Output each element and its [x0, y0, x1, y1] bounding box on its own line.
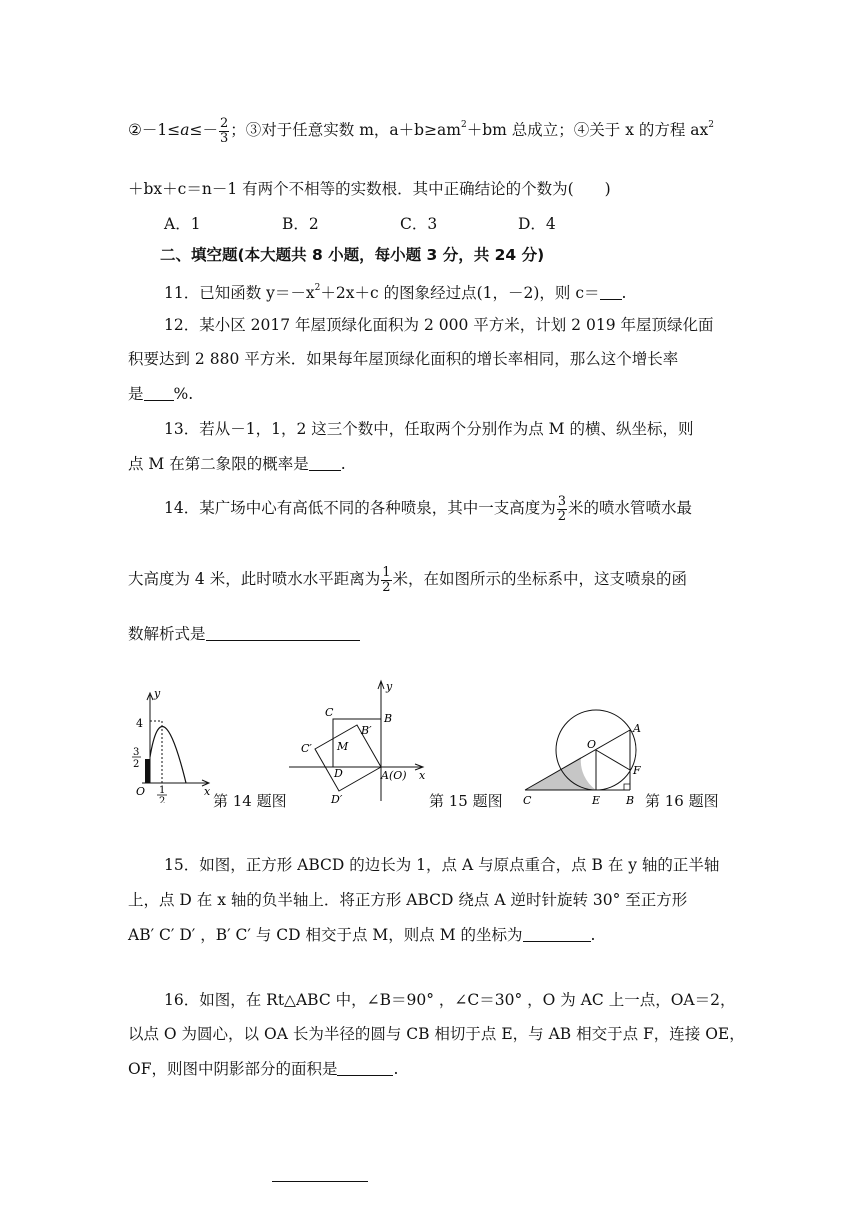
- q16-end: .: [393, 1060, 399, 1078]
- label-o: O: [587, 738, 597, 751]
- q15-end: .: [590, 926, 596, 944]
- q14-line2: [128, 566, 687, 594]
- q12-line2: 积要达到 2 880 平方米．如果每年屋顶绿化面积的增长率相同，那么这个增长率: [128, 350, 679, 368]
- q10-item3-text: ；③对于任意实数 m，a＋b≥am: [230, 121, 461, 140]
- label-x: x: [204, 785, 211, 798]
- q14-text-3: 大高度为 4 米，此时喷水水平距离为: [128, 570, 381, 589]
- q10-item4-text: ＋bm 总成立；④关于 x 的方程 ax: [466, 121, 709, 140]
- label-half-num: 1: [159, 785, 166, 796]
- option-c: C．3: [400, 215, 438, 233]
- q10-item2-text: ②－1≤: [128, 121, 181, 140]
- answer-blank[interactable]: [144, 386, 174, 401]
- label-c-prime: C′: [301, 742, 312, 755]
- q13-line1: 13．若从－1，1，2 这三个数中，任取两个分别作为点 M 的横、纵坐标，则: [164, 420, 694, 438]
- label-b: B: [626, 794, 635, 807]
- pipe: [145, 759, 150, 783]
- footer-rule: [272, 1181, 368, 1182]
- answer-blank[interactable]: [600, 285, 622, 300]
- q13-end: .: [340, 455, 346, 473]
- fraction-three-halves: [557, 495, 567, 523]
- q15-line3: [128, 927, 595, 944]
- superscript: 2: [708, 120, 715, 131]
- q10-line1: [128, 117, 714, 145]
- segment-of: [596, 750, 630, 770]
- fraction-denominator: 2: [557, 508, 567, 524]
- q13-line2: [128, 456, 346, 473]
- option-d: D．4: [518, 215, 556, 233]
- q11-text: 11．已知函数 y＝－x: [164, 284, 315, 302]
- label-c: C: [325, 706, 334, 719]
- label-frac-den: 2: [133, 759, 140, 770]
- superscript: 2: [461, 120, 467, 131]
- label-f: F: [633, 764, 641, 777]
- q16-line1: 16．如图，在 Rt△ABC 中，∠B＝90° ，∠C＝30° ，O 为 AC 上一点，OA＝2，: [164, 991, 736, 1009]
- caption-fig14: 第 14 题图: [213, 792, 287, 810]
- figure-15: [285, 676, 430, 808]
- q12-line1: 12．某小区 2017 年屋顶绿化面积为 2 000 平方米，计划 2 019 年屋顶绿化面: [164, 316, 714, 334]
- fraction-one-half: [381, 566, 391, 594]
- label-y: y: [154, 687, 161, 700]
- q15-line2: 上，点 D 在 x 轴的负半轴上．将正方形 ABCD 绕点 A 逆时针旋转 30° 至正方形: [128, 891, 688, 909]
- label-x: x: [419, 769, 426, 782]
- q12-end: %.: [173, 385, 194, 403]
- label-d: D: [334, 767, 343, 780]
- label-e: E: [592, 794, 601, 807]
- q14-text-4: 米，在如图所示的坐标系中，这支喷泉的函: [392, 570, 688, 589]
- label-frac-num: 3: [133, 747, 140, 758]
- q10-line2: ＋bx＋c＝n－1 有两个不相等的实数根．其中正确结论的个数为( ): [128, 180, 611, 198]
- label-b-prime: B′: [361, 724, 372, 737]
- section-heading: 二、填空题(本大题共 8 小题，每小题 3 分，共 24 分): [160, 246, 545, 264]
- fraction-denominator: 3: [220, 130, 229, 146]
- answer-blank[interactable]: [206, 626, 360, 641]
- answer-blank[interactable]: [309, 456, 341, 471]
- label-b: B: [384, 712, 393, 725]
- label-half-den: 2: [159, 796, 166, 803]
- q12-text: 是: [128, 385, 144, 403]
- q11-text-2: ＋2x＋c 的图象经过点(1，－2)，则 c＝: [320, 284, 600, 302]
- label-a: A: [633, 722, 641, 735]
- label-y: y: [386, 680, 393, 693]
- superscript: 2: [314, 283, 321, 293]
- q12-line3: [128, 386, 193, 403]
- caption-fig16: 第 16 题图: [645, 792, 719, 810]
- parabola: [150, 727, 186, 783]
- option-b: B．2: [282, 215, 319, 233]
- label-m: M: [337, 740, 349, 753]
- answer-blank[interactable]: [523, 927, 591, 942]
- q14-line3: [128, 626, 360, 643]
- figure-16: [515, 688, 650, 810]
- q10-var-a: a: [180, 121, 190, 140]
- q11: [164, 284, 626, 302]
- label-a-o: A(O): [381, 769, 407, 782]
- fraction-numerator: 3: [557, 494, 567, 509]
- label-d-prime: D′: [331, 793, 343, 806]
- q14-text-2: 米的喷水管喷水最: [568, 499, 693, 518]
- label-4: 4: [136, 717, 143, 730]
- q15-line1: 15．如图，正方形 ABCD 的边长为 1，点 A 与原点重合，点 B 在 y 轴的正半轴: [164, 856, 720, 874]
- label-o: O: [136, 785, 146, 798]
- q14-line1: [164, 495, 692, 523]
- q15-text: AB′ C′ D′ ，B′ C′ 与 CD 相交于点 M，则点 M 的坐标为: [128, 926, 523, 944]
- fraction-numerator: 2: [220, 116, 229, 131]
- label-c: C: [523, 794, 532, 807]
- q14-text-5: 数解析式是: [128, 625, 206, 643]
- q16-line2: 以点 O 为圆心，以 OA 长为半径的圆与 CB 相切于点 E，与 AB 相交于点 F，连接 OE，: [128, 1025, 745, 1043]
- fraction-denominator: 2: [382, 579, 391, 595]
- caption-fig15: 第 15 题图: [429, 792, 503, 810]
- q10-options: [164, 217, 636, 233]
- q16-text: OF，则图中阴影部分的面积是: [128, 1060, 338, 1078]
- answer-blank[interactable]: [337, 1061, 393, 1076]
- right-angle-mark: [624, 784, 630, 790]
- q14-text: 14．某广场中心有高低不同的各种喷泉，其中一支高度为: [164, 499, 556, 518]
- q16-line3: [128, 1061, 398, 1078]
- q11-end: .: [621, 284, 627, 302]
- q13-text: 点 M 在第二象限的概率是: [128, 455, 309, 473]
- q10-item2-text-2: ≤－: [189, 121, 218, 140]
- fraction-two-thirds: [219, 117, 229, 145]
- fraction-numerator: 1: [382, 565, 391, 580]
- shaded-region: [525, 757, 596, 790]
- option-a: A．1: [164, 215, 201, 233]
- figure-14: [128, 683, 228, 803]
